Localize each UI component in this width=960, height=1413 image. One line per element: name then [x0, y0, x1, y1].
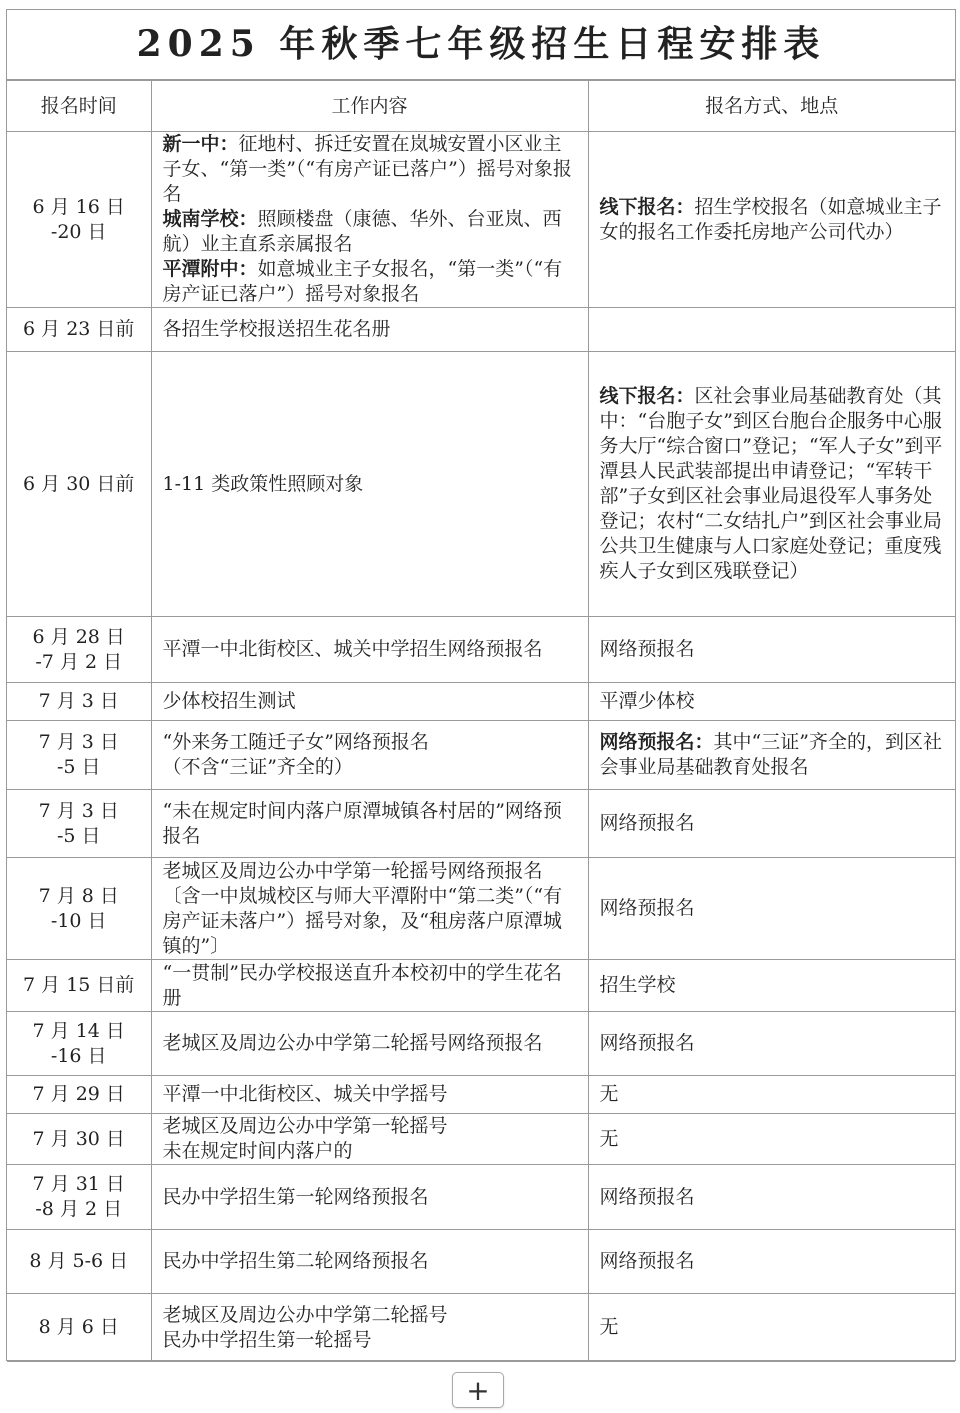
content-paragraph: [163, 799, 577, 849]
header-method: 报名方式、地点: [588, 81, 955, 132]
cell-date: [7, 960, 151, 1012]
content-text: 老城区及周边公办中学第二轮摇号: [162, 1303, 448, 1326]
content-text: 老城区及周边公办中学第一轮摇号: [162, 1115, 448, 1137]
content-paragraph: [163, 730, 577, 755]
method-text: 网络预报名: [599, 1250, 695, 1272]
schedule-sheet: [6, 9, 956, 1361]
cell-method: [588, 683, 955, 721]
method-text: 无: [599, 1083, 619, 1105]
table-row: [7, 132, 955, 308]
cell-method: [588, 790, 955, 858]
cell-method: [588, 617, 955, 683]
date-line: -8 月 2 日: [35, 1198, 123, 1220]
table-header-row: [7, 81, 955, 132]
cell-content: [151, 960, 588, 1012]
method-text: 其中“三证”齐全的，到区社会事业局基础教育处报名: [599, 731, 942, 778]
content-paragraph: [163, 132, 577, 207]
content-paragraph: [163, 472, 577, 497]
content-text: 如意城业主子女报名，“第一类”（“有房产证已落户”）摇号对象报名: [162, 258, 563, 305]
cell-content: [151, 132, 588, 308]
cell-date: [7, 858, 151, 960]
method-label: 线下报名：: [599, 385, 695, 407]
cell-method: [588, 1076, 955, 1114]
date-line: 7 月 29 日: [32, 1083, 125, 1105]
table-row: [7, 1076, 955, 1114]
cell-date: [7, 132, 151, 308]
table-row: [7, 308, 955, 352]
cell-content: [151, 308, 588, 352]
content-text: 平潭一中北街校区、城关中学招生网络预报名: [162, 638, 543, 660]
date-line: 7 月 31 日: [32, 1173, 125, 1195]
table-row: [7, 960, 955, 1012]
content-text: 1-11 类政策性照顾对象: [162, 472, 364, 495]
cell-date: [7, 617, 151, 683]
content-label: 城南学校：: [162, 208, 258, 230]
date-line: 7 月 8 日: [38, 884, 119, 907]
table-row: [7, 1012, 955, 1076]
cell-content: [151, 1114, 588, 1165]
content-text: （不含“三证”齐全的）: [162, 756, 353, 778]
cell-date: [7, 1165, 151, 1230]
content-text: 民办中学招生第一轮网络预报名: [162, 1185, 429, 1208]
date-line: 7 月 3 日: [38, 731, 119, 753]
content-paragraph: [163, 207, 577, 257]
date-line: -20 日: [50, 220, 107, 243]
table-body: [7, 132, 955, 1362]
date-line: -5 日: [56, 756, 101, 778]
content-text: 平潭一中北街校区、城关中学摇号: [162, 1083, 448, 1105]
cell-method: [588, 308, 955, 352]
content-label: 平潭附中：: [162, 258, 258, 280]
content-paragraph: [163, 755, 577, 780]
method-label: 网络预报名：: [599, 731, 714, 753]
method-text: 网络预报名: [599, 812, 695, 834]
cell-date: [7, 683, 151, 721]
content-paragraph: [163, 1185, 577, 1210]
date-line: 6 月 23 日前: [23, 318, 135, 340]
content-paragraph: [163, 637, 577, 662]
content-text: “未在规定时间内落户原潭城镇各村居的”网络预报名: [162, 799, 562, 847]
content-text: 少体校招生测试: [162, 690, 296, 712]
content-paragraph: [163, 1082, 577, 1107]
content-text: “外来务工随迁子女”网络预报名: [162, 731, 429, 753]
date-line: 8 月 6 日: [38, 1316, 119, 1338]
cell-content: [151, 1230, 588, 1294]
header-time: 报名时间: [7, 81, 151, 132]
method-text: 网络预报名: [599, 897, 695, 919]
cell-method: [588, 132, 955, 308]
cell-date: [7, 308, 151, 352]
table-row: [7, 1114, 955, 1165]
cell-date: [7, 1114, 151, 1165]
cell-content: [151, 1294, 588, 1362]
content-text: 征地村、拆迁安置在岚城安置小区业主子女、“第一类”（“有房产证已落户”）摇号对象报名: [162, 133, 572, 205]
content-label: 新一中：: [162, 133, 239, 155]
date-line: 7 月 30 日: [32, 1127, 125, 1150]
cell-content: [151, 1165, 588, 1230]
content-text: 照顾楼盘（康德、华外、台亚岚、西航）业主直系亲属报名: [162, 208, 562, 255]
date-line: 7 月 3 日: [38, 690, 119, 712]
cell-method: [588, 352, 955, 617]
method-text: 区社会事业局基础教育处（其中：“台胞子女”到区台胞台企服务中心服务大厅“综合窗口”登记；“军人子女”到平潭县人民武装部提出申请登记；“军转干部”子女到区社会事业局退役军人事务处登记；农村“二女结扎户”到区社会事业局公共卫生健康与人口家庭处登记；重度残疾人子女到区残联登记）: [599, 385, 943, 582]
content-text: 民办中学招生第二轮网络预报名: [162, 1250, 429, 1272]
cell-date: [7, 721, 151, 790]
cell-method: [588, 960, 955, 1012]
content-paragraph: [163, 1328, 577, 1353]
schedule-table: [7, 80, 955, 1362]
method-text: 网络预报名: [599, 1032, 695, 1054]
cell-date: [7, 1294, 151, 1362]
content-paragraph: [163, 1303, 577, 1328]
table-row: [7, 790, 955, 858]
content-text: 民办中学招生第一轮摇号: [162, 1328, 372, 1351]
method-text: 无: [599, 1316, 619, 1338]
table-row: [7, 683, 955, 721]
date-line: -7 月 2 日: [35, 650, 123, 673]
method-text: 平潭少体校: [599, 690, 695, 712]
date-line: 6 月 28 日: [32, 625, 125, 648]
table-row: [7, 352, 955, 617]
content-paragraph: [163, 689, 577, 714]
content-text: 各招生学校报送招生花名册: [162, 318, 391, 340]
cell-date: [7, 1012, 151, 1076]
date-line: -5 日: [56, 824, 101, 847]
method-label: 线下报名：: [599, 195, 695, 218]
table-row: [7, 1294, 955, 1362]
content-paragraph: [163, 1249, 577, 1274]
cell-method: [588, 1114, 955, 1165]
date-line: 7 月 14 日: [32, 1019, 125, 1042]
cell-content: [151, 721, 588, 790]
content-paragraph: [163, 1114, 577, 1139]
content-paragraph: [163, 961, 577, 1011]
cell-method: [588, 1012, 955, 1076]
cell-content: [151, 352, 588, 617]
method-text: 网络预报名: [599, 638, 695, 660]
date-line: 7 月 15 日前: [23, 974, 135, 996]
method-text: 招生学校: [599, 974, 676, 996]
header-content: 工作内容: [151, 81, 588, 132]
content-text: 未在规定时间内落户的: [162, 1140, 353, 1162]
cell-content: [151, 790, 588, 858]
table-row: [7, 858, 955, 960]
cell-content: [151, 683, 588, 721]
table-row: [7, 617, 955, 683]
method-text: 招生学校报名（如意城业主子女的报名工作委托房地产公司代办）: [599, 195, 942, 243]
date-line: -16 日: [50, 1044, 107, 1067]
method-text: 无: [599, 1127, 619, 1150]
cell-date: [7, 352, 151, 617]
cell-content: [151, 617, 588, 683]
add-row-button[interactable]: [452, 1372, 504, 1408]
cell-content: [151, 1012, 588, 1076]
cell-method: [588, 1165, 955, 1230]
cell-content: [151, 1076, 588, 1114]
cell-method: [588, 1230, 955, 1294]
method-text: 网络预报名: [599, 1185, 695, 1208]
date-line: 6 月 30 日前: [23, 472, 135, 495]
cell-method: [588, 858, 955, 960]
content-text: 老城区及周边公办中学第二轮摇号网络预报名: [162, 1032, 543, 1054]
table-row: [7, 1165, 955, 1230]
date-line: 7 月 3 日: [38, 799, 119, 822]
plus-icon: +: [466, 1373, 490, 1407]
cell-date: [7, 1230, 151, 1294]
content-paragraph: [163, 859, 577, 959]
content-text: 老城区及周边公办中学第一轮摇号网络预报名〔含一中岚城校区与师大平潭附中“第二类”（“有房产证未落户”）摇号对象，及“租房落户原潭城镇的”〕: [162, 859, 563, 957]
content-paragraph: [163, 1139, 577, 1164]
date-line: 8 月 5-6 日: [29, 1250, 129, 1272]
cell-method: [588, 1294, 955, 1362]
table-row: [7, 1230, 955, 1294]
date-line: -10 日: [50, 909, 107, 932]
cell-date: [7, 1076, 151, 1114]
content-paragraph: [163, 257, 577, 307]
content-paragraph: [163, 317, 577, 342]
content-paragraph: [163, 1031, 577, 1056]
content-text: “一贯制”民办学校报送直升本校初中的学生花名册: [162, 961, 562, 1009]
cell-date: [7, 790, 151, 858]
cell-method: [588, 721, 955, 790]
table-row: [7, 721, 955, 790]
date-line: 6 月 16 日: [32, 195, 125, 218]
cell-content: [151, 858, 588, 960]
page-title: 2025 年秋季七年级招生日程安排表: [7, 10, 955, 80]
